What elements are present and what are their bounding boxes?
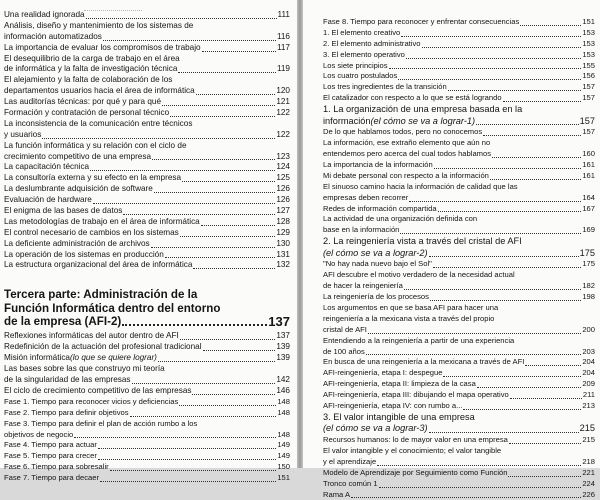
toc-entry xyxy=(323,412,595,424)
toc-entry xyxy=(4,32,290,43)
toc-entry xyxy=(323,446,595,457)
toc-entry-page: 126 xyxy=(276,195,290,206)
toc-entry-title: El valor intangible y el conocimiento; el valor tangible xyxy=(323,446,501,457)
toc-entry-title: Modelo de Aprendizaje por Seguimiento como Función xyxy=(323,468,507,479)
toc-entry xyxy=(4,152,290,163)
toc-entry xyxy=(323,28,595,39)
toc-entry-title: 1. La organización de una empresa basada en la xyxy=(323,104,522,116)
toc-entry xyxy=(323,17,595,28)
toc-entry-page: 153 xyxy=(582,50,595,61)
toc-entry xyxy=(4,462,290,473)
toc-entry xyxy=(323,248,595,260)
toc-entry xyxy=(323,468,595,479)
toc-entry-page: 117 xyxy=(277,43,290,54)
toc-entry-title: Los argumentos en que se basa AFI para hacer una xyxy=(323,303,498,314)
toc-entry-title: Fase 1. Tiempo para reconocer vicios y deficiencias xyxy=(4,397,178,408)
part-title-page: 137 xyxy=(268,315,290,329)
toc-entry-title: base en la información xyxy=(323,225,399,236)
toc-entry xyxy=(323,303,595,314)
toc-entry-title: La estructura organizacional del área de informática xyxy=(4,260,192,271)
toc-entry-page: 215 xyxy=(580,423,595,435)
toc-entry xyxy=(323,490,595,500)
toc-entry xyxy=(323,236,595,248)
toc-entry-page: 221 xyxy=(582,468,595,479)
toc-entry-page: 203 xyxy=(582,347,595,358)
toc-entry-page: 131 xyxy=(276,250,290,261)
toc-entry xyxy=(4,217,290,228)
toc-entry-page: 123 xyxy=(276,152,290,163)
toc-entry-page: 116 xyxy=(277,32,290,43)
toc-entry-title: entendemos pero acerca del cual todos hablamos xyxy=(323,149,491,160)
toc-entry xyxy=(4,473,290,484)
toc-entry-page: 149 xyxy=(277,451,290,462)
toc-entry-page: 224 xyxy=(582,479,595,490)
toc-entry-page: 139 xyxy=(276,342,290,353)
toc-entry-title: 2. La reingeniería vista a través del cristal de AFI xyxy=(323,236,522,248)
toc-entry-page: 161 xyxy=(582,171,595,182)
toc-entry-title: Fase 8. Tiempo para reconocer y enfrentar consecuencias xyxy=(323,17,519,28)
toc-entry-title: La deficiente administración de archivos xyxy=(4,239,150,250)
toc-entry-page: 209 xyxy=(582,379,595,390)
toc-entry xyxy=(4,108,290,119)
toc-entry-page: 167 xyxy=(582,204,595,215)
toc-entry-title: Fase 3. Tiempo para definir el plan de acción rumbo a los xyxy=(4,419,197,430)
toc-entry-title: El desequilibrio de la carga de trabajo en el área xyxy=(4,54,180,65)
toc-entry-page: 122 xyxy=(276,130,290,141)
toc-entry-page: 204 xyxy=(582,357,595,368)
toc-part-section xyxy=(4,279,290,484)
toc-entry-title: El catalizador con respecto a lo que se está logrando xyxy=(323,93,502,104)
toc-entry xyxy=(4,353,290,364)
toc-entry xyxy=(323,368,595,379)
toc-entry xyxy=(323,479,595,490)
toc-entry xyxy=(323,259,595,270)
toc-entry-page: 146 xyxy=(276,386,290,397)
toc-entry-page: 175 xyxy=(582,259,595,270)
toc-entry-page: 157 xyxy=(582,82,595,93)
toc-entry xyxy=(323,435,595,446)
toc-entry xyxy=(323,93,595,104)
toc-entry xyxy=(4,228,290,239)
toc-entry-title: Redes de información compartida xyxy=(323,204,437,215)
toc-entry-title: cristal de AFI xyxy=(323,325,367,336)
toc-entry-italic: (el cómo se va a lograr-2) xyxy=(323,248,428,260)
toc-entry-title: 2. El elemento administrativo xyxy=(323,39,421,50)
toc-entry xyxy=(323,182,595,193)
toc-entry-title: En busca de una reingeniería a la mexicana a través de AFI xyxy=(323,357,524,368)
toc-entry xyxy=(323,281,595,292)
toc-entry-title: AFI descubre el motivo verdadero de la necesidad actual xyxy=(323,270,515,281)
toc-entry-page: 132 xyxy=(276,260,290,271)
toc-entry-title: Los tres ingredientes de la transición xyxy=(323,82,447,93)
toc-entry xyxy=(323,225,595,236)
toc-entry-page: 153 xyxy=(582,39,595,50)
toc-entry-title: 3. El valor intangible de una empresa xyxy=(323,412,475,424)
toc-entry-title: AFI-reingeniería, etapa II: limpieza de la casa xyxy=(323,379,476,390)
toc-entry-page: 148 xyxy=(277,397,290,408)
toc-entry-title: y el aprendizaje xyxy=(323,457,376,468)
toc-list-left-bottom xyxy=(4,332,290,484)
toc-entry-page: 126 xyxy=(276,184,290,195)
toc-entry-title: El alejamiento y la falta de colaboración de los xyxy=(4,75,172,86)
toc-entry xyxy=(323,160,595,171)
toc-entry xyxy=(323,379,595,390)
toc-entry-page: 157 xyxy=(582,127,595,138)
toc-entry-title: Análisis, diseño y mantenimiento de los sistemas de xyxy=(4,21,193,32)
toc-entry-title: Fase 7. Tiempo para decaer xyxy=(4,473,99,484)
toc-entry-page: 213 xyxy=(582,401,595,412)
toc-entry xyxy=(4,440,290,451)
toc-entry-page: 151 xyxy=(582,17,595,28)
toc-entry-title: Una realidad ignorada xyxy=(4,10,85,21)
toc-entry-title: Recursos humanos: lo de mayor valor en una empresa xyxy=(323,435,508,446)
toc-entry xyxy=(323,116,595,128)
toc-entry xyxy=(323,204,595,215)
toc-entry-page: 211 xyxy=(583,390,595,401)
toc-entry-page: 175 xyxy=(580,248,595,260)
toc-entry xyxy=(323,401,595,412)
toc-entry-page: 153 xyxy=(582,28,595,39)
toc-entry-title: información xyxy=(323,116,371,128)
toc-entry-title: La operación de los sistemas en producción xyxy=(4,250,164,261)
toc-entry-page: 149 xyxy=(277,440,290,451)
toc-entry-page: 215 xyxy=(582,435,595,446)
toc-entry-page: 226 xyxy=(582,490,595,500)
toc-entry-page: 111 xyxy=(278,10,290,21)
toc-entry-title: La actividad de una organización definida con xyxy=(323,214,477,225)
toc-entry xyxy=(4,430,290,441)
toc-entry-title: 3. El elemento operativo xyxy=(323,50,405,61)
toc-entry xyxy=(4,75,290,86)
toc-entry-title: de 100 años xyxy=(323,347,365,358)
toc-entry-title: Misión informática xyxy=(4,353,70,364)
toc-entry-title: AFI-reingeniería, etapa I: despegue xyxy=(323,368,442,379)
toc-entry-page: 161 xyxy=(582,160,595,171)
toc-entry xyxy=(323,82,595,93)
toc-entry-title: Fase 4. Tiempo para actuar xyxy=(4,440,97,451)
part-title-line-1: Tercera parte: Administración de la xyxy=(4,288,197,302)
toc-entry-page: 164 xyxy=(582,193,595,204)
toc-entry-page: 130 xyxy=(276,239,290,250)
toc-entry-page: 122 xyxy=(276,108,290,119)
toc-entry-title: de hacer la reingeniería xyxy=(323,281,403,292)
toc-entry-page: 218 xyxy=(582,457,595,468)
toc-entry-title: Rama A xyxy=(323,490,350,500)
toc-entry xyxy=(4,21,290,32)
toc-entry-italic: (el cómo se va a lograr-1) xyxy=(371,116,476,128)
toc-entry xyxy=(323,390,595,401)
toc-entry-page: 142 xyxy=(276,375,290,386)
toc-entry-title: Mi debate personal con respecto a la información xyxy=(323,171,489,182)
toc-entry xyxy=(4,10,290,21)
toc-entry-title: Tronco común 1 xyxy=(323,479,378,490)
toc-entry xyxy=(323,457,595,468)
toc-entry-page: 169 xyxy=(582,225,595,236)
toc-entry-page: 182 xyxy=(582,281,595,292)
toc-entry-title: Fase 2. Tiempo para definir objetivos xyxy=(4,408,129,419)
toc-entry xyxy=(323,270,595,281)
toc-entry xyxy=(4,162,290,173)
toc-entry-page: 155 xyxy=(582,61,595,72)
toc-entry-title: La función informática y su relación con el ciclo de xyxy=(4,141,187,152)
toc-entry xyxy=(323,104,595,116)
toc-entry-title: El ciclo de crecimiento competitivo de las empresas xyxy=(4,386,191,397)
toc-entry xyxy=(323,50,595,61)
toc-entry-page: 148 xyxy=(277,408,290,419)
toc-entry-page: 129 xyxy=(276,228,290,239)
toc-entry-title: Evaluación de hardware xyxy=(4,195,92,206)
toc-entry xyxy=(4,408,290,419)
toc-entry-title: Entendiendo a la reingeniería a partir de una experiencia xyxy=(323,336,514,347)
toc-entry xyxy=(323,149,595,160)
toc-entry xyxy=(4,130,290,141)
toc-entry-page: 127 xyxy=(276,206,290,217)
toc-entry-italic: (el cómo se va a lograr-3) xyxy=(323,423,428,435)
toc-entry-page: 150 xyxy=(277,462,290,473)
toc-entry xyxy=(4,419,290,430)
toc-entry-title: información automatizados xyxy=(4,32,102,43)
toc-entry xyxy=(4,451,290,462)
toc-list-left-top xyxy=(4,10,290,271)
toc-entry xyxy=(323,292,595,303)
toc-entry xyxy=(4,195,290,206)
toc-entry-title: El enigma de las bases de datos xyxy=(4,206,122,217)
toc-entry-title: 1. El elemento creativo xyxy=(323,28,400,39)
toc-entry-title: El control necesario de cambios en los sistemas xyxy=(4,228,179,239)
toc-entry xyxy=(4,184,290,195)
toc-entry xyxy=(4,342,290,353)
toc-entry-title: El sinuoso camino hacia la información de calidad que las xyxy=(323,182,518,193)
toc-entry xyxy=(4,43,290,54)
toc-entry-title: y usuarios xyxy=(4,130,41,141)
toc-entry xyxy=(323,325,595,336)
toc-entry-page: 121 xyxy=(276,97,290,108)
toc-entry xyxy=(4,206,290,217)
toc-entry xyxy=(4,97,290,108)
toc-entry xyxy=(4,64,290,75)
toc-entry-title: AFI-reingeniería, etapa IV: con rumbo a... xyxy=(323,401,462,412)
toc-entry-title: departamentos usuarios hacia el área de informática xyxy=(4,86,195,97)
toc-entry-page: 124 xyxy=(276,162,290,173)
toc-entry-page: 137 xyxy=(276,331,290,342)
toc-entry xyxy=(4,173,290,184)
toc-entry xyxy=(323,138,595,149)
toc-entry-title: Las bases sobre las que construyo mi teoría xyxy=(4,364,165,375)
toc-entry xyxy=(4,239,290,250)
toc-entry-title: Las metodologías de trabajo en el área de informática xyxy=(4,217,200,228)
toc-entry-title: objetivos de negocio xyxy=(4,430,73,441)
toc-entry xyxy=(323,336,595,347)
toc-entry-title: Fase 6. Tiempo para sobresalir xyxy=(4,462,109,473)
toc-entry-page: 157 xyxy=(580,116,595,128)
toc-entry-title: La importancia de evaluar los compromisos de trabajo xyxy=(4,43,201,54)
toc-entry-title: empresas deben recorrer xyxy=(323,193,408,204)
toc-entry-title: La deslumbrante adquisición de software xyxy=(4,184,153,195)
toc-entry-page: 148 xyxy=(277,430,290,441)
toc-entry-title: Fase 5. Tiempo para crecer xyxy=(4,451,97,462)
toc-entry-page: 198 xyxy=(582,292,595,303)
toc-entry-title: De lo que hablamos todos, pero no conocemos xyxy=(323,127,482,138)
toc-entry-page: 157 xyxy=(582,93,595,104)
toc-entry xyxy=(4,397,290,408)
toc-entry-title: Reflexiones informáticas del autor dentro de AFI xyxy=(4,331,179,342)
toc-entry-title: La inconsistencia de la comunicación entre técnicos xyxy=(4,119,192,130)
toc-entry-title: "No hay nada nuevo bajo el Sol" xyxy=(323,259,432,270)
toc-entry-italic: (lo que se quiere lograr) xyxy=(70,353,157,364)
toc-entry-title: Los cuatro postulados xyxy=(323,71,397,82)
toc-entry xyxy=(4,364,290,375)
toc-entry-page: 128 xyxy=(276,217,290,228)
toc-list-right xyxy=(323,17,595,500)
toc-entry xyxy=(4,386,290,397)
toc-entry xyxy=(4,54,290,65)
toc-entry xyxy=(323,39,595,50)
toc-entry-title: Redefinición de la actuación del profesional tradicional xyxy=(4,342,202,353)
toc-entry xyxy=(323,71,595,82)
toc-entry xyxy=(323,347,595,358)
toc-entry-title: Formación y contratación de personal técnico xyxy=(4,108,169,119)
toc-entry-page: 204 xyxy=(582,368,595,379)
toc-entry xyxy=(4,141,290,152)
toc-entry xyxy=(4,332,290,343)
toc-entry-title: de informática y la falta de investigación técnica xyxy=(4,64,177,75)
toc-entry-page: 160 xyxy=(582,149,595,160)
toc-entry-title: La información, ese extraño elemento que aún no xyxy=(323,138,490,149)
part-title-line-3: de la empresa (AFI-2) xyxy=(4,315,121,329)
toc-entry xyxy=(323,61,595,72)
toc-entry xyxy=(323,357,595,368)
toc-entry xyxy=(4,260,290,271)
toc-entry-page: 151 xyxy=(277,473,290,484)
toc-entry xyxy=(4,119,290,130)
toc-entry xyxy=(323,214,595,225)
toc-entry-page: 119 xyxy=(277,64,290,75)
toc-entry-page: 156 xyxy=(582,71,595,82)
toc-entry-title: La consultoría externa y su efecto en la empresa xyxy=(4,173,181,184)
toc-entry-page: 125 xyxy=(276,173,290,184)
toc-entry-page: 200 xyxy=(582,325,595,336)
toc-entry-title: La capacitación técnica xyxy=(4,162,89,173)
toc-entry-title: Los siete principios xyxy=(323,61,388,72)
toc-entry xyxy=(4,250,290,261)
left-page xyxy=(0,0,297,468)
toc-entry-title: AFI-reingeniería, etapa III: dibujando el mapa operativo xyxy=(323,390,509,401)
toc-entry-title: crecimiento competitivo de una empresa xyxy=(4,152,151,163)
toc-entry-title: La reingeniería de los procesos xyxy=(323,292,429,303)
part-title xyxy=(4,288,290,329)
right-page xyxy=(303,0,600,468)
toc-entry xyxy=(323,171,595,182)
toc-entry-page: 120 xyxy=(276,86,290,97)
toc-entry xyxy=(323,127,595,138)
toc-entry xyxy=(323,423,595,435)
toc-entry-title: La importancia de la información xyxy=(323,160,433,171)
toc-entry-title: de la singularidad de las empresas xyxy=(4,375,131,386)
toc-entry xyxy=(4,86,290,97)
toc-entry xyxy=(323,314,595,325)
toc-entry-title: reingeniería a la mexicana vista a través del propio xyxy=(323,314,494,325)
toc-entry-title: Las auditorías técnicas: por qué y para qué xyxy=(4,97,161,108)
toc-entry xyxy=(323,193,595,204)
part-title-line-2: Función Informática dentro del entorno xyxy=(4,302,220,316)
toc-entry xyxy=(4,375,290,386)
toc-entry-page: 139 xyxy=(276,353,290,364)
